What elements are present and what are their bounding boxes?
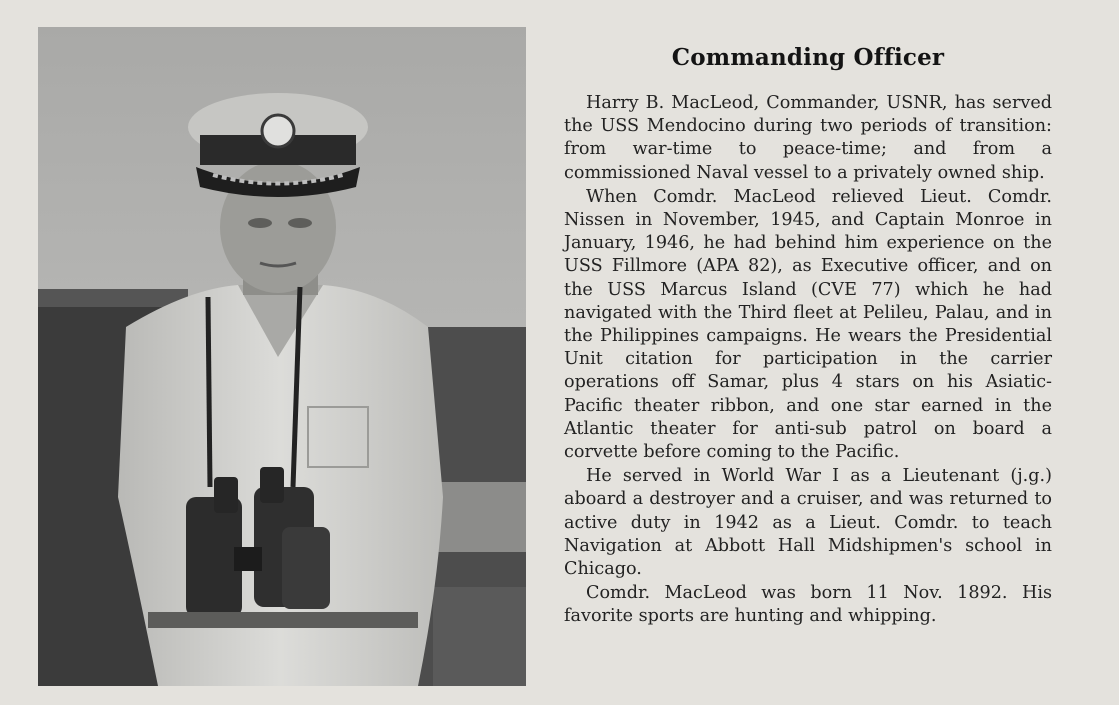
paragraph: Comdr. MacLeod was born 11 Nov. 1892. His favorite sports are hunting and whipping. bbox=[564, 583, 1052, 627]
page-title: Commanding Officer bbox=[671, 44, 945, 71]
paragraph: Harry B. MacLeod, Commander, USNR, has served the USS Mendocino during two periods of transition: from war-time to peace-time; and from a commissioned Naval vessel to a privately owned ship. bbox=[564, 93, 1052, 183]
commander-photo bbox=[38, 27, 526, 686]
commander-photo-illustration bbox=[38, 27, 526, 686]
paragraph: When Comdr. MacLeod relieved Lieut. Comdr. Nissen in November, 1945, and Captain Monroe in January, 1946, he had behind him experience on the USS Fillmore (APA 82), as Executive officer, and on the USS Marcus Island (CVE 77) which he had navigated with the Third fleet at Pelileu, Palau, and in the Philippines campaigns. He wears the Presidential Unit citation for participation in the carrier operations off Samar, plus 4 stars on his Asiatic-Pacific theater ribbon, and one star earned in the Atlantic theater for anti-sub patrol on board a corvette before coming to the Pacific. bbox=[564, 186, 1052, 463]
article-body bbox=[564, 92, 1052, 629]
photo-cap-badge bbox=[262, 115, 294, 147]
paragraph: He served in World War I as a Lieutenant (j.g.) aboard a destroyer and a cruiser, and was returned to active duty in 1942 as a Lieut. Comdr. to teach Navigation at Abbott Hall Midshipmen's school in Chicago. bbox=[564, 466, 1052, 580]
